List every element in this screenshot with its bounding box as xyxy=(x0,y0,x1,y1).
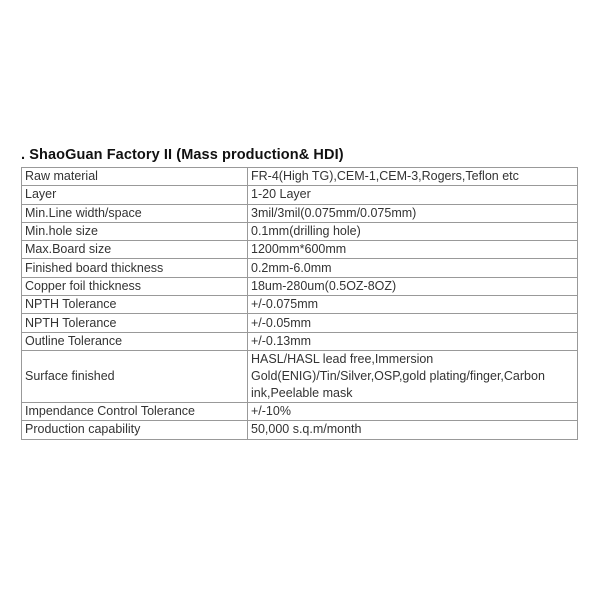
row-value: HASL/HASL lead free,Immersion Gold(ENIG)/Tin/Silver,OSP,gold plating/finger,Carbon ink,Peelable mask xyxy=(248,350,578,402)
row-label: Outline Tolerance xyxy=(22,332,248,350)
row-label: NPTH Tolerance xyxy=(22,296,248,314)
row-value: 1-20 Layer xyxy=(248,186,578,204)
spec-table xyxy=(21,167,578,440)
table-row xyxy=(22,204,578,222)
section-heading: . ShaoGuan Factory II (Mass production& HDI) xyxy=(21,147,344,163)
row-value: 18um-280um(0.5OZ-8OZ) xyxy=(248,277,578,295)
row-label: Min.hole size xyxy=(22,222,248,240)
table-row xyxy=(22,222,578,240)
row-label: Impendance Control Tolerance xyxy=(22,402,248,420)
row-label: Surface finished xyxy=(22,350,248,402)
row-value: +/-10% xyxy=(248,402,578,420)
row-label: Copper foil thickness xyxy=(22,277,248,295)
table-row xyxy=(22,421,578,439)
row-label: Finished board thickness xyxy=(22,259,248,277)
table-row xyxy=(22,350,578,402)
row-label: NPTH Tolerance xyxy=(22,314,248,332)
table-row xyxy=(22,277,578,295)
row-value: FR-4(High TG),CEM-1,CEM-3,Rogers,Teflon etc xyxy=(248,168,578,186)
row-label: Raw material xyxy=(22,168,248,186)
row-value: 0.2mm-6.0mm xyxy=(248,259,578,277)
table-row xyxy=(22,332,578,350)
table-row xyxy=(22,296,578,314)
table-row xyxy=(22,259,578,277)
row-value: +/-0.13mm xyxy=(248,332,578,350)
row-value: +/-0.05mm xyxy=(248,314,578,332)
table-row xyxy=(22,314,578,332)
row-value: 3mil/3mil(0.075mm/0.075mm) xyxy=(248,204,578,222)
row-label: Production capability xyxy=(22,421,248,439)
row-label: Min.Line width/space xyxy=(22,204,248,222)
row-value: 1200mm*600mm xyxy=(248,241,578,259)
row-value: 0.1mm(drilling hole) xyxy=(248,222,578,240)
table-row xyxy=(22,168,578,186)
row-value: 50,000 s.q.m/month xyxy=(248,421,578,439)
row-label: Max.Board size xyxy=(22,241,248,259)
table-row xyxy=(22,241,578,259)
row-value: +/-0.075mm xyxy=(248,296,578,314)
table-row xyxy=(22,402,578,420)
row-label: Layer xyxy=(22,186,248,204)
table-row xyxy=(22,186,578,204)
